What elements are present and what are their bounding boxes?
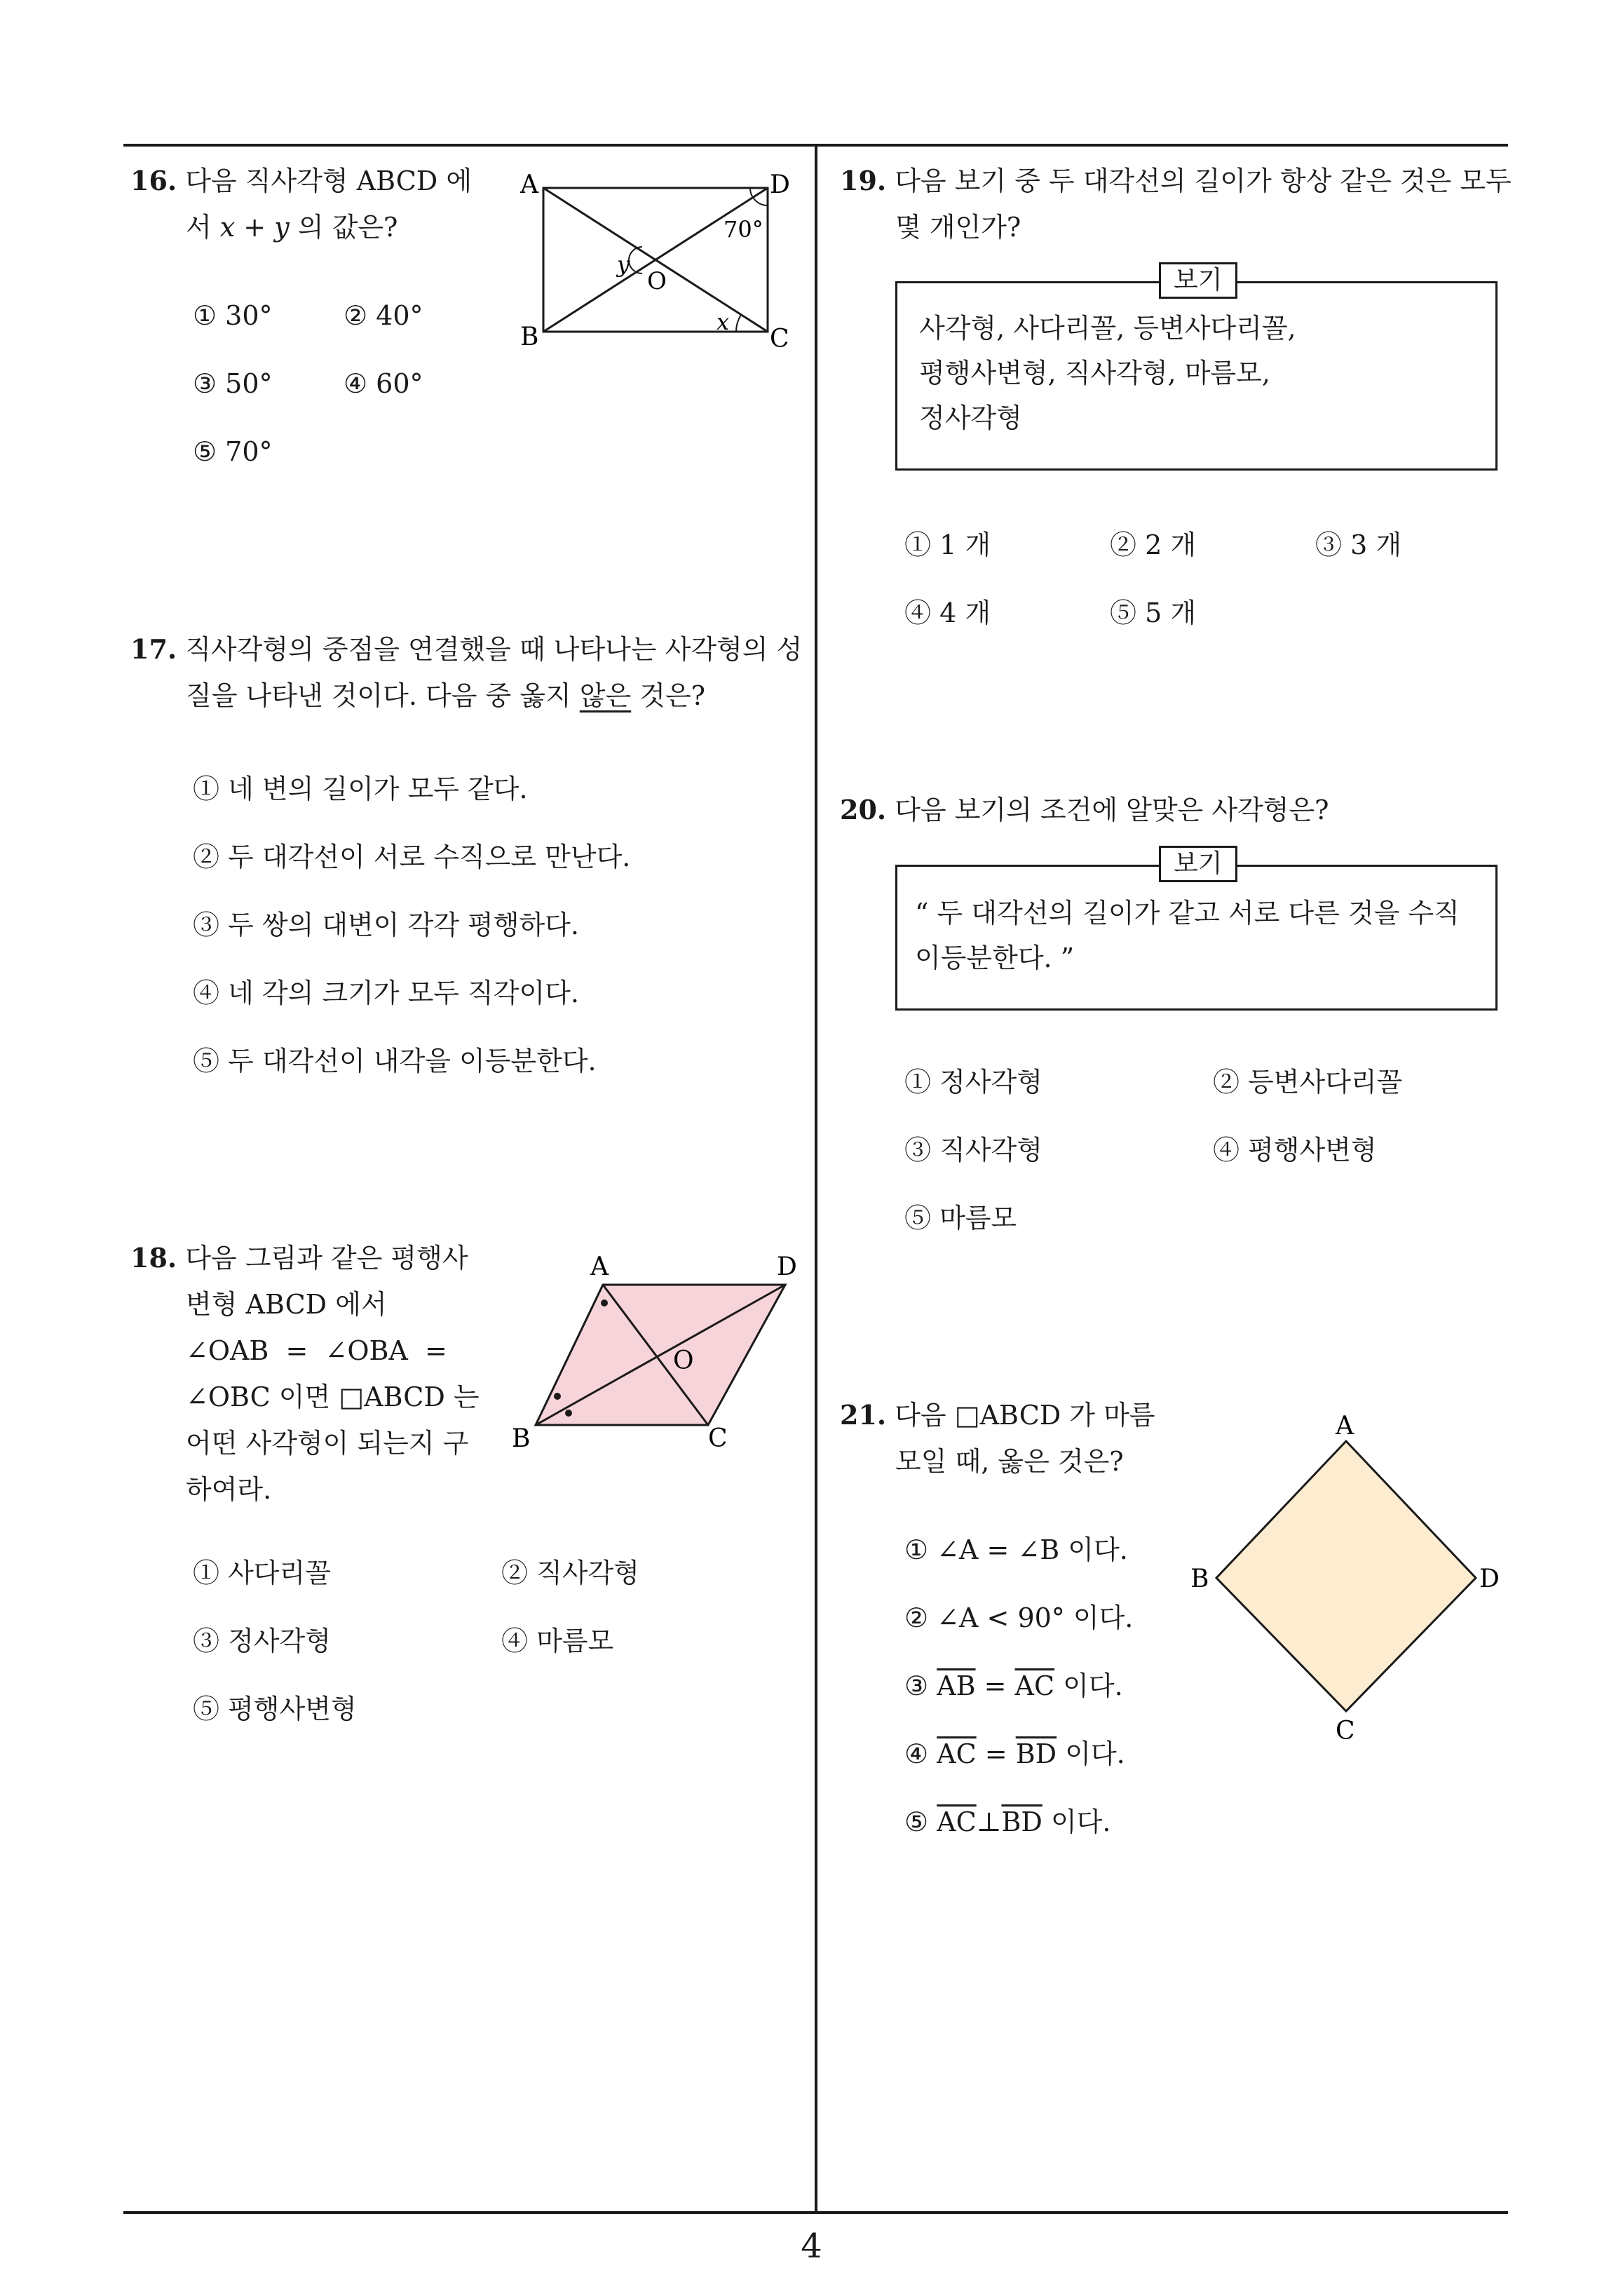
parallelogram-figure <box>505 1248 806 1459</box>
option-2[interactable]: ② 직사각형 <box>501 1558 639 1588</box>
question-20 <box>840 787 1513 833</box>
vertex-label-a: A <box>1336 1412 1354 1440</box>
option-4[interactable]: ④ 네 각의 크기가 모두 직각이다. <box>193 978 579 1008</box>
underlined-word: 않은 <box>579 680 632 711</box>
question-text: 서 <box>186 212 220 243</box>
question-text: 다음 □ABCD 가 마름 <box>895 1400 1155 1431</box>
segment: $\overline{BD}$ <box>1015 1738 1057 1769</box>
operator: = <box>976 1738 1016 1769</box>
option-2[interactable] <box>904 1600 1133 1635</box>
option-3[interactable]: ③ 직사각형 <box>904 1135 1043 1166</box>
question-text: 몇 개인가? <box>895 212 1021 243</box>
option-3[interactable]: ③ 3 개 <box>1315 529 1402 560</box>
rhombus-figure <box>1185 1410 1514 1753</box>
option-1[interactable]: ① 1 개 <box>904 529 991 560</box>
page-number: 4 <box>801 2227 822 2266</box>
example-line: “ 두 대각선의 길이가 같고 서로 다른 것을 수직 <box>915 898 1460 928</box>
question-number: 19. <box>840 165 887 196</box>
option-5[interactable] <box>904 1804 1111 1839</box>
option-text: 이다. <box>1054 1670 1123 1701</box>
question-21 <box>840 1392 1204 1485</box>
question-text: 다음 보기의 조건에 알맞은 사각형은? <box>895 795 1329 825</box>
vertex-label-a: A <box>520 170 538 199</box>
question-18 <box>130 1235 495 1513</box>
example-box-content <box>915 891 1460 980</box>
example-box-label: 보기 <box>1159 846 1237 882</box>
option-math: ∠A = ∠B <box>937 1534 1060 1565</box>
option-3[interactable]: ③ 정사각형 <box>193 1626 331 1656</box>
angle-label-70: 70° <box>724 216 763 243</box>
question-text: ∠OAB = ∠OBA = <box>186 1335 447 1366</box>
center-label-o: O <box>673 1346 694 1375</box>
option-1[interactable]: ① 정사각형 <box>904 1067 1043 1098</box>
angle-mark-obc <box>565 1410 572 1417</box>
operator: ⊥ <box>976 1807 1002 1837</box>
question-text: 다음 보기 중 두 대각선의 길이가 항상 같은 것은 모두 <box>895 166 1512 196</box>
question-text: 어떤 사각형이 되는지 구 <box>186 1428 469 1459</box>
option-4[interactable]: ④ 평행사변형 <box>1213 1135 1377 1166</box>
bottom-rule <box>123 2211 1508 2214</box>
question-16 <box>130 158 509 250</box>
angle-label-y: y <box>617 251 630 278</box>
option-2[interactable]: ② 2 개 <box>1110 529 1197 560</box>
question-number: 16. <box>130 165 177 196</box>
question-number: 21. <box>840 1399 887 1431</box>
option-5[interactable]: ⑤ 평행사변형 <box>193 1694 357 1724</box>
angle-label-x: x <box>717 309 730 335</box>
option-mark: ③ <box>904 1670 929 1701</box>
question-19 <box>840 158 1513 250</box>
option-3[interactable]: ③ 두 쌍의 대변이 각각 평행하다. <box>193 910 579 940</box>
example-box-label: 보기 <box>1159 262 1237 299</box>
option-mark: ② <box>904 1602 929 1633</box>
angle-mark-oba <box>554 1393 561 1400</box>
option-5[interactable]: ⑤ 70° <box>193 436 273 467</box>
math-expression: x + y <box>219 212 290 243</box>
option-mark: ① <box>904 1534 929 1565</box>
question-text: 다음 그림과 같은 평행사 <box>185 1243 468 1274</box>
segment: $\overline{AB}$ <box>937 1670 976 1701</box>
question-number: 18. <box>130 1242 177 1274</box>
option-4[interactable] <box>904 1736 1125 1771</box>
question-17 <box>130 626 810 719</box>
angle-mark-oab <box>601 1299 608 1306</box>
option-3[interactable]: ③ 50° <box>193 368 273 399</box>
rhombus-abcd <box>1216 1441 1476 1711</box>
example-box-content <box>919 306 1296 440</box>
option-mark: ⑤ <box>904 1807 929 1837</box>
vertex-label-b: B <box>1190 1565 1209 1593</box>
question-text: 것은? <box>631 680 706 711</box>
option-1[interactable]: ① 네 변의 길이가 모두 같다. <box>193 774 528 804</box>
option-4[interactable]: ④ 마름모 <box>501 1626 614 1656</box>
question-text: 질을 나타낸 것이다. 다음 중 옳지 <box>186 680 580 711</box>
option-text: 이다. <box>1064 1602 1134 1633</box>
option-2[interactable]: ② 두 대각선이 서로 수직으로 만난다. <box>193 842 631 872</box>
option-1[interactable]: ① 사다리꼴 <box>193 1558 331 1588</box>
column-divider <box>815 144 817 2213</box>
option-text: 이다. <box>1042 1807 1111 1837</box>
segment: $\overline{AC}$ <box>1014 1670 1055 1701</box>
vertex-label-d: D <box>1479 1565 1500 1593</box>
vertex-label-c: C <box>708 1424 728 1453</box>
example-line: 정사각형 <box>919 403 1022 433</box>
option-1[interactable]: ① 30° <box>193 300 273 331</box>
option-1[interactable] <box>904 1532 1128 1567</box>
option-mark: ④ <box>904 1738 929 1769</box>
example-line: 사각형, 사다리꼴, 등변사다리꼴, <box>919 313 1296 344</box>
option-math: ∠A < 90° <box>937 1602 1065 1633</box>
vertex-label-b: B <box>520 323 539 351</box>
rectangle-figure <box>512 168 806 365</box>
question-text: 직사각형의 중점을 연결했을 때 나타나는 사각형의 성 <box>185 634 803 665</box>
question-text: 모일 때, 옳은 것은? <box>895 1446 1124 1477</box>
option-5[interactable]: ⑤ 두 대각선이 내각을 이등분한다. <box>193 1046 597 1076</box>
option-text: 이다. <box>1057 1738 1125 1769</box>
option-4[interactable]: ④ 4 개 <box>904 597 991 628</box>
question-text: 다음 직사각형 ABCD 에 <box>185 166 473 196</box>
option-text: 이다. <box>1059 1534 1128 1565</box>
vertex-label-c: C <box>1336 1717 1355 1745</box>
question-text: 의 값은? <box>289 212 398 243</box>
question-number: 20. <box>840 794 887 825</box>
segment: $\overline{BD}$ <box>1001 1807 1043 1837</box>
center-label-o: O <box>647 267 667 295</box>
vertex-label-d: D <box>770 170 790 199</box>
question-text: ∠OBC 이면 □ABCD 는 <box>186 1382 480 1412</box>
option-3[interactable] <box>904 1668 1123 1703</box>
example-line: 이등분한다. ” <box>915 943 1075 973</box>
operator: = <box>975 1670 1015 1701</box>
vertex-label-c: C <box>770 325 789 353</box>
option-2[interactable]: ② 40° <box>344 300 423 331</box>
question-number: 17. <box>130 633 177 665</box>
option-5[interactable]: ⑤ 마름모 <box>904 1203 1017 1234</box>
option-4[interactable]: ④ 60° <box>344 368 423 399</box>
segment: $\overline{AC}$ <box>937 1807 977 1837</box>
question-text: 하여라. <box>186 1474 272 1505</box>
vertex-label-d: D <box>777 1252 797 1281</box>
angle-arc-x <box>736 315 741 332</box>
question-text: 변형 ABCD 에서 <box>186 1289 387 1320</box>
vertex-label-a: A <box>590 1252 609 1281</box>
option-5[interactable]: ⑤ 5 개 <box>1110 597 1197 628</box>
option-2[interactable]: ② 등변사다리꼴 <box>1213 1067 1403 1098</box>
vertex-label-b: B <box>512 1424 531 1453</box>
example-line: 평행사변형, 직사각형, 마름모, <box>919 358 1270 389</box>
segment: $\overline{AC}$ <box>937 1738 977 1769</box>
